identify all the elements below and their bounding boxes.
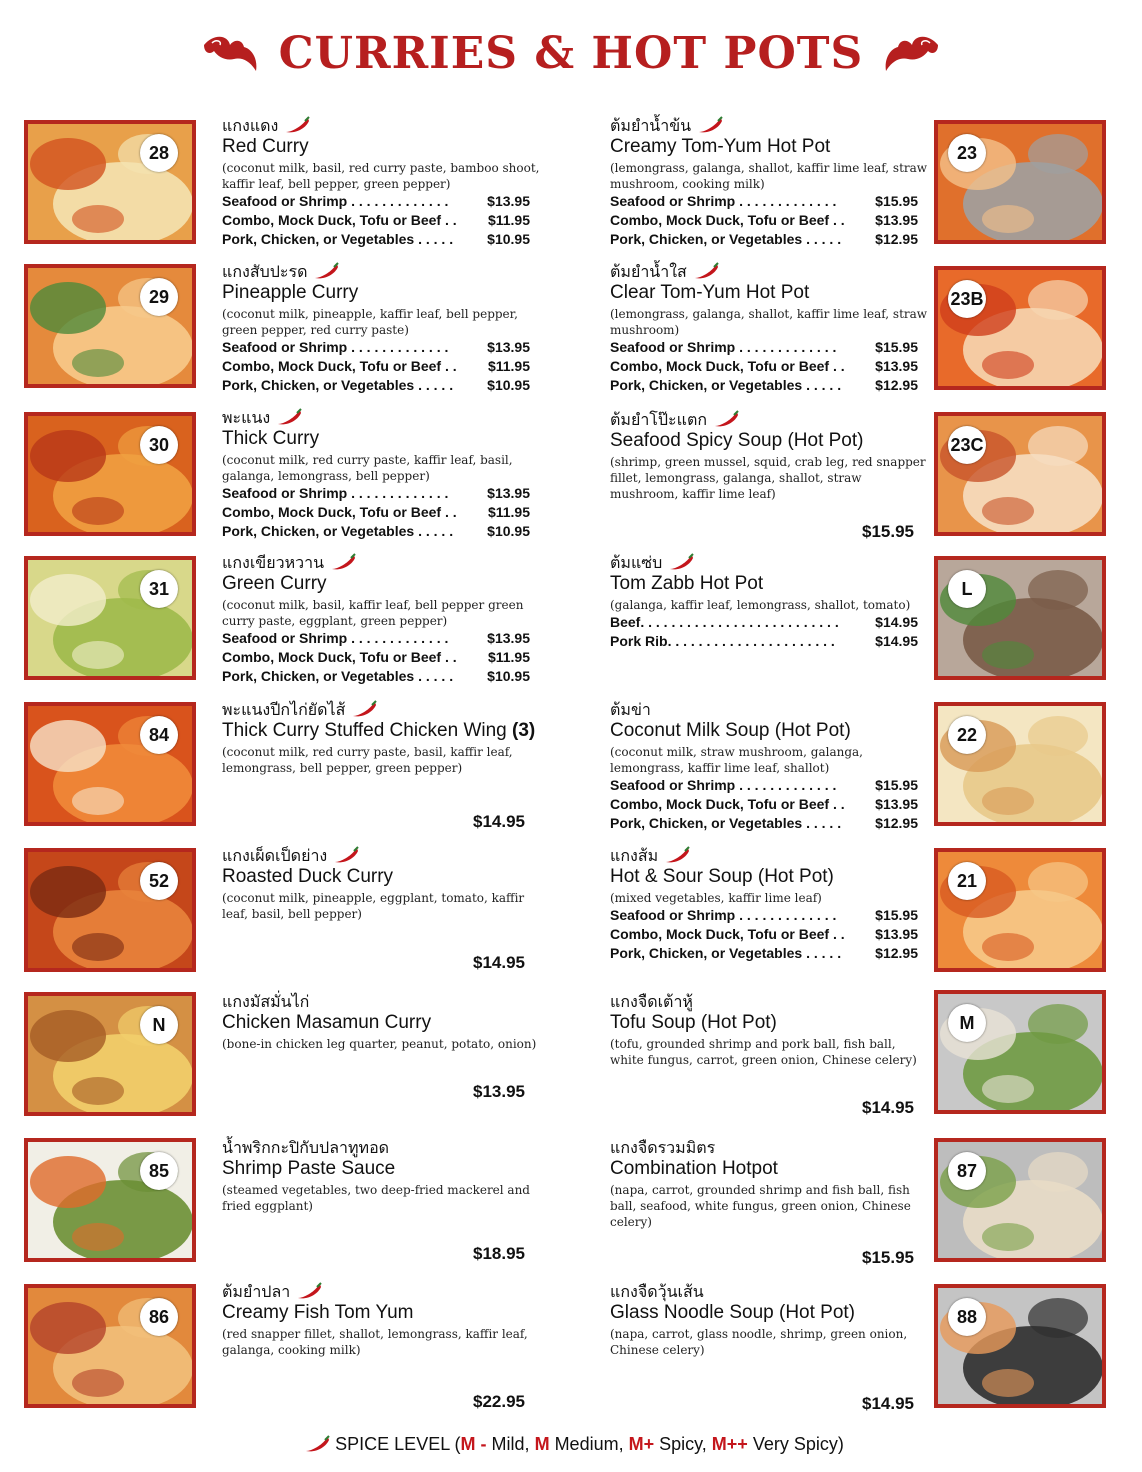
price-label: Pork, Chicken, or Vegetables . . . . . [610,377,842,393]
dish-photo [24,992,196,1116]
dish-photo [934,1284,1106,1408]
thai-name-row [610,262,990,282]
thai-name: ต้มยำน้ำข้น [610,116,692,135]
item-code-badge: L [948,570,986,608]
dish-price: $15.95 [862,522,914,541]
thai-name-row [610,846,990,866]
dish-name: Creamy Fish Tom Yum [222,1302,414,1323]
thai-name: แกงมัสมั่นไก่ [222,992,310,1011]
menu-item [610,116,990,249]
price-label: Pork, Chicken, or Vegetables . . . . . [610,945,842,961]
price-row [222,484,530,503]
price-value: $13.95 [487,630,530,646]
dish-name: Combination Hotpot [610,1158,778,1179]
thai-name-row [610,553,990,573]
price-row [610,211,918,230]
thai-name: น้ำพริกกะปิกับปลาทูทอด [222,1138,390,1157]
spice-medium-mark: M [534,1434,550,1454]
dish-price: $22.95 [473,1392,525,1411]
price-label: Seafood or Shrimp . . . . . . . . . . . . . [610,907,837,923]
dish-description: (mixed vegetables, kaffir lime leaf) [610,891,822,905]
dish-name: Tom Zabb Hot Pot [610,573,764,594]
price-label: Pork, Chicken, or Vegetables . . . . . [222,668,454,684]
chili-icon [296,1282,322,1300]
dish-price: $15.95 [862,1248,914,1267]
item-code-badge: N [140,1006,178,1044]
dish-name: Hot & Sour Soup (Hot Pot) [610,866,834,887]
item-code-badge: 28 [140,134,178,172]
dish-name: Pineapple Curry [222,282,359,303]
dish-name: Coconut Milk Soup (Hot Pot) [610,720,851,741]
dish-name-row [610,720,990,742]
price-label: Combo, Mock Duck, Tofu or Beef . . [610,358,845,374]
menu-item [610,846,990,963]
dish-name-row [610,1158,990,1180]
dish-description: (tofu, grounded shrimp and pork ball, fish ball, white fungus, carrot, green onion, Chinese celery) [610,1037,917,1067]
thai-name-row [222,116,602,136]
price-label: Combo, Mock Duck, Tofu or Beef . . [610,796,845,812]
chili-icon [668,553,694,571]
dish-name: Thick Curry [222,428,320,449]
dish-name: Chicken Masamun Curry [222,1012,432,1033]
price-label: Combo, Mock Duck, Tofu or Beef . . [222,358,457,374]
price-value: $15.95 [875,777,918,793]
dish-name: Red Curry [222,136,309,157]
price-value: $13.95 [875,796,918,812]
price-row [610,376,918,395]
chili-icon [351,700,377,718]
price-row [610,906,918,925]
dish-description: (coconut milk, red curry paste, basil, kaffir leaf, lemongrass, bell pepper, green pepper) [222,745,513,775]
spice-spicy-label: Spicy, [654,1434,712,1454]
dish-description: (coconut milk, straw mushroom, galanga, lemongrass, kaffir lime leaf, shallot) [610,745,863,775]
dish-name-row [222,573,602,595]
chili-icon [713,410,739,428]
item-code-badge: 30 [140,426,178,464]
price-row [610,632,918,651]
dish-price: $14.95 [862,1394,914,1413]
item-code-badge: M [948,1004,986,1042]
dish-name-row [222,1158,602,1180]
dish-name-row [222,720,602,742]
price-value: $15.95 [875,907,918,923]
menu-item [610,700,990,833]
price-row [222,503,530,522]
price-row [222,522,530,541]
item-code-badge: 21 [948,862,986,900]
price-label: Pork, Chicken, or Vegetables . . . . . [222,523,454,539]
price-label: Combo, Mock Duck, Tofu or Beef . . [222,504,457,520]
price-label: Seafood or Shrimp . . . . . . . . . . . . . [222,339,449,355]
dish-description: (lemongrass, galanga, shallot, kaffir lime leaf, straw mushroom, cooking milk) [610,161,928,191]
dish-description: (coconut milk, pineapple, kaffir leaf, bell pepper, green pepper, red curry paste) [222,307,518,337]
price-row [222,376,530,395]
thai-name-row [222,1138,602,1158]
dish-description: (napa, carrot, glass noodle, shrimp, green onion, Chinese celery) [610,1327,908,1357]
dish-photo [934,702,1106,826]
price-label: Combo, Mock Duck, Tofu or Beef . . [610,926,845,942]
dish-name-row [222,1012,602,1034]
item-code-badge: 31 [140,570,178,608]
dish-name: Roasted Duck Curry [222,866,394,887]
page-title: CURRIES & HOT POTS [278,28,864,79]
dish-description: (coconut milk, basil, red curry paste, bamboo shoot, kaffir leaf, bell pepper, green pepper) [222,161,540,191]
dish-name: Tofu Soup (Hot Pot) [610,1012,777,1033]
thai-name-row [610,992,990,1012]
price-label: Seafood or Shrimp . . . . . . . . . . . . . [222,193,449,209]
menu-item [610,410,990,502]
price-value: $11.95 [487,358,530,374]
dish-price: $18.95 [473,1244,525,1263]
price-value: $15.95 [875,193,918,209]
price-value: $11.95 [487,504,530,520]
price-row [610,925,918,944]
price-value: $12.95 [875,377,918,393]
price-label: Combo, Mock Duck, Tofu or Beef . . [222,212,457,228]
thai-name-row [222,262,602,282]
spice-spicy-mark: M+ [628,1434,655,1454]
menu-item [222,116,602,249]
thai-name-row [610,700,990,720]
chili-icon [697,116,723,134]
price-label: Beef. . . . . . . . . . . . . . . . . . . . . . . . . . [610,614,839,630]
menu-item [610,992,990,1068]
spice-mild-mark: M - [460,1434,487,1454]
dish-name: Thick Curry Stuffed Chicken Wing [222,720,507,741]
dish-photo [24,1284,196,1408]
item-code-badge: 22 [948,716,986,754]
price-value: $13.95 [487,193,530,209]
spice-level-legend [0,1434,1142,1455]
spice-mild-label: Mild, [486,1434,535,1454]
thai-name-row [222,1282,602,1302]
dish-name: Seafood Spicy Soup (Hot Pot) [610,430,864,451]
price-label: Pork, Chicken, or Vegetables . . . . . [610,231,842,247]
dish-photo [934,848,1106,972]
price-label: Pork, Chicken, or Vegetables . . . . . [222,377,454,393]
dish-description: (galanga, kaffir leaf, lemongrass, shallot, tomato) [610,598,911,612]
thai-name-row [222,700,602,720]
dish-photo [934,556,1106,680]
dish-photo [24,120,196,244]
thai-name: แกงเขียวหวาน [222,553,325,572]
price-row [610,338,918,357]
price-value: $12.95 [875,231,918,247]
thai-name-row [610,1138,990,1158]
chili-icon [284,116,310,134]
thai-name: แกงจืดวุ้นเส้น [610,1282,704,1301]
price-label: Seafood or Shrimp . . . . . . . . . . . . . [610,777,837,793]
thai-name: แกงสับปะรด [222,262,308,281]
price-value: $13.95 [875,212,918,228]
price-value: $12.95 [875,815,918,831]
thai-name: แกงส้ม [610,846,659,865]
price-label: Pork Rib. . . . . . . . . . . . . . . . . . . . . . [610,633,835,649]
chili-icon [330,553,356,571]
menu-item [222,408,602,541]
item-code-badge: 87 [948,1152,986,1190]
menu-item [610,262,990,395]
thai-name: แกงจืดเต้าหู้ [610,992,693,1011]
menu-item [610,1282,990,1358]
price-value: $12.95 [875,945,918,961]
page-header [0,28,1142,79]
item-code-badge: 23C [948,426,986,464]
dish-description: (bone-in chicken leg quarter, peanut, potato, onion) [222,1037,537,1051]
price-row [610,613,918,632]
price-row [222,211,530,230]
dish-name-row [222,1302,602,1324]
spice-legend-prefix: SPICE LEVEL ( [335,1434,461,1454]
price-label: Seafood or Shrimp . . . . . . . . . . . . . [610,193,837,209]
dish-name-row [610,866,990,888]
dish-name: Creamy Tom-Yum Hot Pot [610,136,831,157]
price-value: $10.95 [487,231,530,247]
chili-icon [276,408,302,426]
price-value: $14.95 [875,614,918,630]
thai-name-row [610,116,990,136]
dish-price: $14.95 [473,953,525,972]
price-row [610,944,918,963]
menu-item [222,700,602,776]
chili-flourish-left-icon [200,31,262,77]
dish-photo [24,264,196,388]
item-code-badge: 52 [140,862,178,900]
dish-description: (red snapper fillet, shallot, lemongrass, kaffir leaf, galanga, cooking milk) [222,1327,528,1357]
thai-name: ต้มยำปลา [222,1282,291,1301]
price-label: Seafood or Shrimp . . . . . . . . . . . . . [610,339,837,355]
price-value: $13.95 [487,339,530,355]
thai-name: ต้มข่า [610,700,651,719]
price-value: $13.95 [875,926,918,942]
price-value: $11.95 [487,649,530,665]
dish-name-row [610,430,990,452]
chili-icon [313,262,339,280]
spice-very-spicy-mark: M++ [711,1434,748,1454]
price-row [610,357,918,376]
price-value: $15.95 [875,339,918,355]
item-code-badge: 84 [140,716,178,754]
dish-quantity: (3) [512,720,536,741]
thai-name-row [222,408,602,428]
price-row [222,338,530,357]
dish-name-row [610,573,990,595]
dish-name-row [610,136,990,158]
spice-medium-label: Medium, [549,1434,629,1454]
dish-photo [24,412,196,536]
item-code-badge: 23 [948,134,986,172]
chili-flourish-right-icon [880,31,942,77]
dish-name-row [222,136,602,158]
dish-photo [934,990,1106,1114]
thai-name: พะแนง [222,408,271,427]
dish-description: (steamed vegetables, two deep-fried mackerel and fried eggplant) [222,1183,530,1213]
menu-item [222,1138,602,1214]
dish-photo [24,848,196,972]
dish-description: (coconut milk, red curry paste, kaffir leaf, basil, galanga, lemongrass, bell pepper) [222,453,513,483]
item-code-badge: 88 [948,1298,986,1336]
dish-name-row [222,282,602,304]
price-row [610,795,918,814]
dish-name-row [222,428,602,450]
price-row [610,192,918,211]
price-row [222,230,530,249]
item-code-badge: 86 [140,1298,178,1336]
dish-price: $14.95 [862,1098,914,1117]
menu-item [610,553,990,651]
dish-name: Glass Noodle Soup (Hot Pot) [610,1302,856,1323]
dish-description: (napa, carrot, grounded shrimp and fish ball, fish ball, seafood, white fungus, green onion, Chinese celery) [610,1183,911,1229]
dish-price: $14.95 [473,812,525,831]
price-value: $13.95 [875,358,918,374]
thai-name: แกงเผ็ดเป็ดย่าง [222,846,328,865]
dish-name: Clear Tom-Yum Hot Pot [610,282,810,303]
dish-description: (coconut milk, basil, kaffir leaf, bell pepper green curry paste, eggplant, green pepper) [222,598,524,628]
price-row [222,192,530,211]
thai-name-row [610,410,990,430]
chili-icon [664,846,690,864]
price-value: $14.95 [875,633,918,649]
dish-name-row [610,282,990,304]
thai-name: แกงแดง [222,116,279,135]
dish-photo [934,120,1106,244]
thai-name: แกงจืดรวมมิตร [610,1138,716,1157]
dish-name: Green Curry [222,573,327,594]
menu-item [222,992,602,1052]
chili-icon [333,846,359,864]
price-value: $10.95 [487,377,530,393]
menu-item [222,262,602,395]
dish-photo [24,556,196,680]
dish-description: (shrimp, green mussel, squid, crab leg, red snapper fillet, lemongrass, galanga, shallot, straw mushroom, kaffir lime leaf) [610,455,926,501]
price-row [222,648,530,667]
thai-name: ต้มยำน้ำใส [610,262,687,281]
price-row [610,814,918,833]
menu-item [610,1138,990,1230]
price-label: Seafood or Shrimp . . . . . . . . . . . . . [222,630,449,646]
menu-item [222,1282,602,1358]
price-row [222,357,530,376]
thai-name-row [610,1282,990,1302]
thai-name: ต้มยำโป๊ะแตก [610,410,708,429]
dish-price: $13.95 [473,1082,525,1101]
item-code-badge: 29 [140,278,178,316]
price-value: $13.95 [487,485,530,501]
dish-name: Shrimp Paste Sauce [222,1158,396,1179]
thai-name-row [222,992,602,1012]
price-row [222,667,530,686]
price-value: $11.95 [487,212,530,228]
thai-name-row [222,553,602,573]
price-label: Combo, Mock Duck, Tofu or Beef . . [222,649,457,665]
dish-photo [934,1138,1106,1262]
menu-item [222,553,602,686]
dish-photo [934,266,1106,390]
price-label: Pork, Chicken, or Vegetables . . . . . [610,815,842,831]
menu-item [222,846,602,922]
chili-icon [693,262,719,280]
dish-photo [24,1138,196,1262]
thai-name-row [222,846,602,866]
price-value: $10.95 [487,523,530,539]
dish-description: (lemongrass, galanga, shallot, kaffir lime leaf, straw mushroom) [610,307,928,337]
dish-name-row [222,866,602,888]
price-label: Combo, Mock Duck, Tofu or Beef . . [610,212,845,228]
price-row [222,629,530,648]
chili-icon [304,1435,330,1453]
dish-name-row [610,1012,990,1034]
dish-name-row [610,1302,990,1324]
price-label: Pork, Chicken, or Vegetables . . . . . [222,231,454,247]
dish-photo [934,412,1106,536]
price-value: $10.95 [487,668,530,684]
price-row [610,776,918,795]
thai-name: ต้มแซ่บ [610,553,663,572]
spice-very-spicy-label: Very Spicy) [747,1434,844,1454]
price-row [610,230,918,249]
dish-description: (coconut milk, pineapple, eggplant, tomato, kaffir leaf, basil, bell pepper) [222,891,525,921]
item-code-badge: 85 [140,1152,178,1190]
item-code-badge: 23B [948,280,986,318]
thai-name: พะแนงปีกไก่ยัดไส้ [222,700,346,719]
price-label: Seafood or Shrimp . . . . . . . . . . . . . [222,485,449,501]
dish-photo [24,702,196,826]
